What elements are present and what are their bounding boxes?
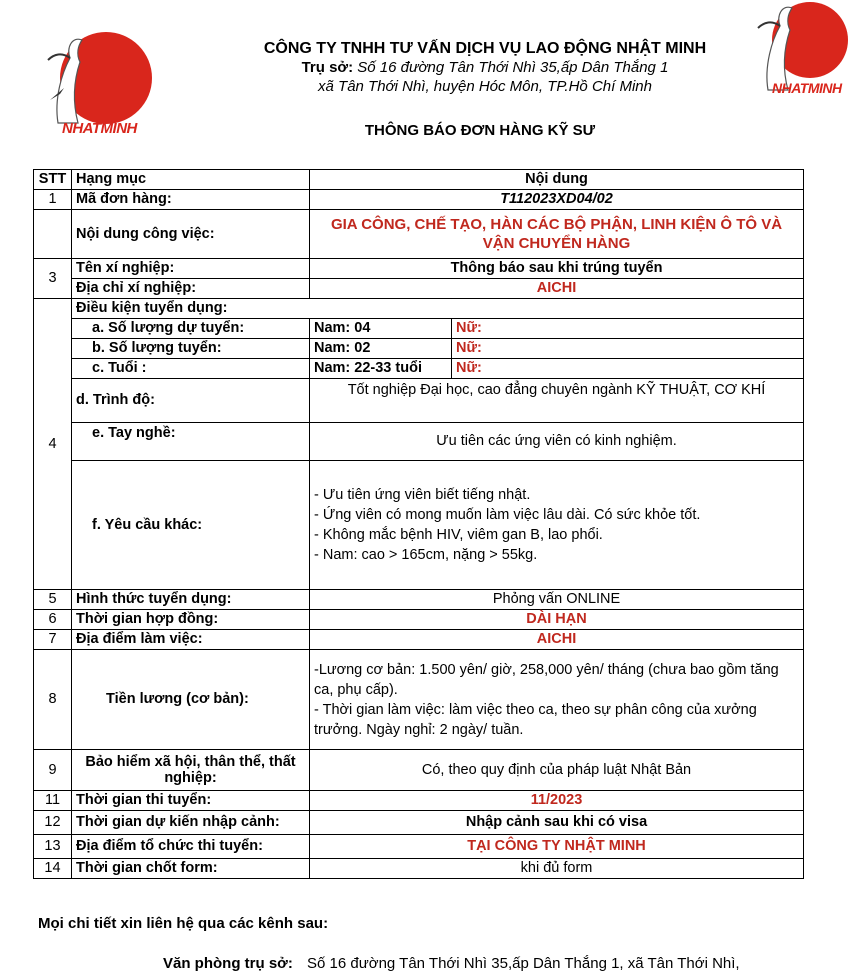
- female-age: Nữ:: [452, 359, 804, 379]
- male-count: Nam: 02: [310, 339, 452, 359]
- table-row: [34, 630, 804, 650]
- logo-text: NHATMINH: [772, 80, 842, 96]
- company-address-value: AICHI: [310, 279, 804, 299]
- row-stt: [34, 210, 72, 259]
- address-label: Trụ sở:: [301, 59, 354, 76]
- address-value: Số 16 đường Tân Thới Nhì 35,ấp Dân Thắng 1: [357, 59, 669, 76]
- company-name: CÔNG TY TNHH TƯ VẤN DỊCH VỤ LAO ĐỘNG NHẬT MINH: [263, 40, 707, 57]
- row-label: Địa chỉ xí nghiệp:: [72, 279, 310, 299]
- row-label: c. Tuổi :: [72, 359, 310, 379]
- row-stt: 4: [34, 299, 72, 590]
- exam-location: TẠI CÔNG TY NHẬT MINH: [310, 835, 804, 859]
- order-code: T112023XD04/02: [310, 190, 804, 210]
- row-label: e. Tay nghề:: [72, 423, 310, 461]
- row-label: Nội dung công việc:: [72, 210, 310, 259]
- table-row: [34, 650, 804, 750]
- female-count: Nữ:: [452, 319, 804, 339]
- list-item: - Ưu tiên ứng viên biết tiếng nhật.: [314, 487, 531, 503]
- row-stt: 1: [34, 190, 72, 210]
- row-stt: 12: [34, 811, 72, 835]
- table-row: [34, 279, 804, 299]
- male-age: Nam: 22-33 tuổi: [310, 359, 452, 379]
- row-label: Địa điểm tổ chức thi tuyển:: [72, 835, 310, 859]
- job-order-table: [33, 169, 804, 879]
- row-label: Điều kiện tuyển dụng:: [72, 299, 804, 319]
- company-logo-left: [40, 28, 160, 138]
- table-row: [34, 461, 804, 590]
- table-row: [34, 259, 804, 279]
- row-label: Tiền lương (cơ bản):: [72, 650, 310, 750]
- female-count: Nữ:: [452, 339, 804, 359]
- row-label: d. Trình độ:: [72, 379, 310, 423]
- table-row: [34, 299, 804, 319]
- table-row: [34, 190, 804, 210]
- row-stt: 6: [34, 610, 72, 630]
- row-label: Tên xí nghiệp:: [72, 259, 310, 279]
- contact-heading: Mọi chi tiết xin liên hệ qua các kênh sau:: [38, 915, 329, 932]
- row-label: Thời gian dự kiến nhập cảnh:: [72, 811, 310, 835]
- row-stt: 14: [34, 859, 72, 879]
- table-row: [34, 379, 804, 423]
- list-item: - Nam: cao > 165cm, nặng > 55kg.: [314, 547, 538, 563]
- entry-time: Nhập cảnh sau khi có visa: [310, 811, 804, 835]
- page-title: THÔNG BÁO ĐƠN HÀNG KỸ SƯ: [364, 122, 596, 139]
- row-stt: 9: [34, 750, 72, 791]
- table-row: [34, 791, 804, 811]
- male-count: Nam: 04: [310, 319, 452, 339]
- job-description: GIA CÔNG, CHẾ TẠO, HÀN CÁC BỘ PHẬN, LINH KIỆN Ô TÔ VÀ VẬN CHUYỂN HÀNG: [310, 210, 804, 259]
- recruitment-method: Phỏng vấn ONLINE: [310, 590, 804, 610]
- salary-details: [310, 650, 804, 750]
- col-header-item: Hạng mục: [72, 170, 310, 190]
- row-label: Hình thức tuyển dụng:: [72, 590, 310, 610]
- row-label: Thời gian thi tuyển:: [72, 791, 310, 811]
- col-header-stt: STT: [34, 170, 72, 190]
- insurance-value: Có, theo quy định của pháp luật Nhật Bản: [310, 750, 804, 791]
- list-item: - Không mắc bệnh HIV, viêm gan B, lao phổi.: [314, 527, 603, 543]
- row-label: f. Yêu cầu khác:: [72, 461, 310, 590]
- row-label: Bảo hiểm xã hội, thân thể, thất nghiệp:: [72, 750, 310, 791]
- table-row: [34, 610, 804, 630]
- row-label: Mã đơn hàng:: [72, 190, 310, 210]
- other-requirements: [310, 461, 804, 590]
- education-value: Tốt nghiệp Đại học, cao đẳng chuyên ngành KỸ THUẬT, CƠ KHÍ: [310, 379, 804, 423]
- row-label: Thời gian chốt form:: [72, 859, 310, 879]
- row-stt: 13: [34, 835, 72, 859]
- row-label: b. Số lượng tuyển:: [72, 339, 310, 359]
- table-row: [34, 590, 804, 610]
- address-line-1: [200, 59, 770, 76]
- office-value: Số 16 đường Tân Thới Nhì 35,ấp Dân Thắng 1, xã Tân Thới Nhì,: [307, 955, 740, 972]
- row-stt: 3: [34, 259, 72, 299]
- table-row: [34, 423, 804, 461]
- form-deadline: khi đủ form: [310, 859, 804, 879]
- row-stt: 5: [34, 590, 72, 610]
- row-label: Thời gian hợp đồng:: [72, 610, 310, 630]
- salary-line: - Thời gian làm việc: làm việc theo ca, theo sự phân công của xưởng trưởng. Ngày nghỉ: 2 ngày/ tuần.: [314, 701, 757, 738]
- table-header-row: [34, 170, 804, 190]
- office-address: [163, 955, 740, 972]
- list-item: - Ứng viên có mong muốn làm việc lâu dài. Có sức khỏe tốt.: [314, 507, 701, 523]
- address-line-2: xã Tân Thới Nhì, huyện Hóc Môn, TP.Hồ Chí Minh: [318, 78, 652, 95]
- row-stt: 8: [34, 650, 72, 750]
- table-row: [34, 339, 804, 359]
- salary-line: -Lương cơ bản: 1.500 yên/ giờ, 258,000 yên/ tháng (chưa bao gồm tăng ca, phụ cấp).: [314, 661, 779, 698]
- logo-text: NHATMINH: [62, 120, 137, 137]
- row-label: Địa điểm làm việc:: [72, 630, 310, 650]
- table-row: [34, 359, 804, 379]
- work-location: AICHI: [310, 630, 804, 650]
- table-row: [34, 750, 804, 791]
- table-row: [34, 811, 804, 835]
- table-row: [34, 210, 804, 259]
- table-row: [34, 319, 804, 339]
- exam-time: 11/2023: [310, 791, 804, 811]
- table-row: [34, 835, 804, 859]
- office-label: Văn phòng trụ sở:: [163, 955, 293, 972]
- table-row: [34, 859, 804, 879]
- row-stt: 7: [34, 630, 72, 650]
- col-header-content: Nội dung: [310, 170, 804, 190]
- row-label: a. Số lượng dự tuyển:: [72, 319, 310, 339]
- row-stt: 11: [34, 791, 72, 811]
- skill-value: Ưu tiên các ứng viên có kinh nghiệm.: [310, 423, 804, 461]
- contract-term: DÀI HẠN: [310, 610, 804, 630]
- company-name-value: Thông báo sau khi trúng tuyển: [310, 259, 804, 279]
